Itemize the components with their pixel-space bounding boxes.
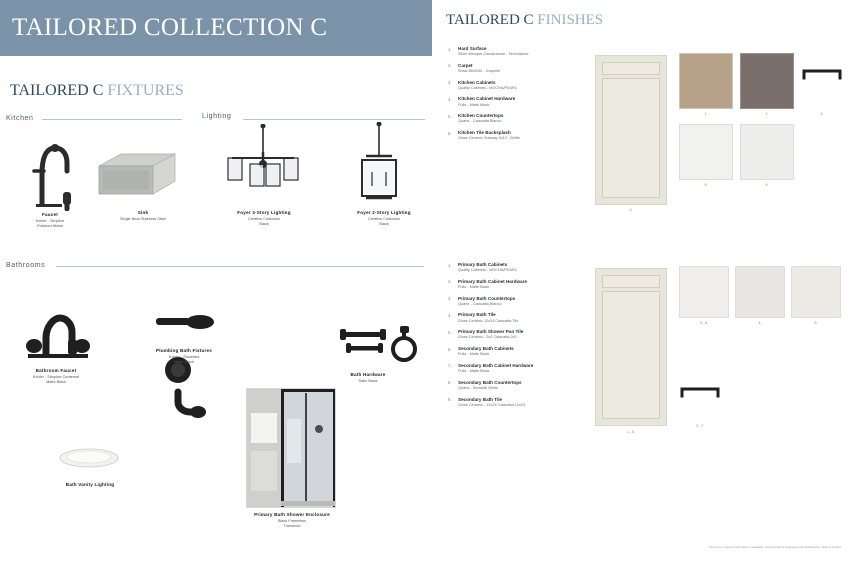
cabinet-pull-swatch [802,68,842,82]
finishes-heading-bold: TAILORED C [446,12,534,28]
finish-swatch-countertop [679,124,733,180]
legend-item: 6. Kitchen Tile Backsplash Gloss Ceramic Subway 3x12 - White [448,130,520,141]
fixture-caption-faucet: Faucet Kohler - Simplice Polished Nickel [8,212,92,230]
right-panel: TAILORED C FINISHES 1. Hard Surface Silver Whisper Caesarstone - Technistone 2. Carpet Shaw 8840/00 - Graphite 3. Kitchen Cabinets Quality Cabinets - MOCHA/PEARL 4. Kitchen Cabinet Hardware Pulls - Matte Black 5. Kitchen Countertops Quartz - Calacatta Bianco 6. Kitchen Tile Backsplash Gloss Ceramic Subway 3x12 - White 3. 1. 2. 4. 5. 6. 1. Primary Bath Cabinets Quality Cabinets - MOCHA/PEARL 2. Primary Bath Cabinet Hardware Pulls - Matte Black 3. Primary Bath Countertops Quartz - Calacatta Bianco 4. Primary Bath Tile Gloss Ceramic 12x24 Calacatta Tile 5. Primary Bath Shower Pan Tile Gloss Ceramic - 2x2 Calacatta 2x2 6. Secondary Bath Cabinets Pulls - Matte Black 7. Secondary Bath Cabinet Hardware Pulls - Matte Black 8. Secondary Bath Countertops Quartz - Snowfall White 9. Secondary Bath Tile Gloss Ceramic - 12x24 Calacatta 12x24 1., 6. 3., 8. 4. 5. 2., 7. *At a time or sample information unavailable, products will be analogous with similar/better value of product. [446,12,842,549]
divider-bathrooms [56,266,424,267]
fixtures-section-heading [10,82,184,100]
fixture-caption-bath-hardware: Bath Hardware Satin Black [350,372,386,383]
group-label-bathrooms: Bathrooms [6,262,46,269]
kitchen-cabinet-door-swatch [595,55,667,205]
fixture-desc-faucet: Kohler - Simplice [35,218,65,223]
legend-item: 4. Primary Bath Tile Gloss Ceramic 12x24 Calacatta Tile [448,312,519,323]
kitchen-sink-icon [95,150,179,202]
legend-item: 3. Kitchen Cabinets Quality Cabinets - MOCHA/PEARL [448,79,517,90]
legend-item: 5. Kitchen Countertops Quartz - Calacatta Bianco [448,113,504,124]
fixture-caption-sink: Sink Single Bowl Stainless Steel [119,210,166,221]
bath-cabinet-door-swatch [595,268,667,426]
legend-item: 3. Primary Bath Countertops Quartz - Calacatta Bianco [448,295,516,306]
legend-item: 8. Secondary Bath Countertops Quartz - Snowfall White [448,379,522,390]
lantern-pendant-icon [348,122,410,208]
legend-item: 1. Primary Bath Cabinets Quality Cabinets - MOCHA/PEARL [448,262,517,273]
fixture-caption-shower-enclosure: Primary Bath Shower Enclosure Black Frameless Threshold [254,512,330,529]
legend-item: 6. Secondary Bath Cabinets Pulls - Matte Black [448,346,514,357]
legend-item: 9. Secondary Bath Tile Gloss Ceramic - 12x24 Calacatta 12x24 [448,396,526,407]
bath-faucet-icon [22,300,94,362]
divider-lighting [243,119,425,120]
chandelier-icon [222,124,304,206]
legend-item: 1. Hard Surface Silver Whisper Caesarstone - Technistone [448,46,529,57]
footnote: *At a time or sample information unavailable, products will be analogous with similar/better value of product. [708,545,842,549]
kitchen-faucet-icon [22,135,76,211]
group-label-lighting: Lighting [202,113,232,120]
fixture-caption-foyer2: Foyer 2-Story Lighting Creative Collection Black [357,210,411,227]
legend-item: 2. Carpet Shaw 8840/00 - Graphite [448,62,501,73]
finish-swatch-bath-countertop [679,266,729,318]
fixture-caption-bath-faucet: Bathroom Faucet Kohler - Simplice Centerset Matte Black [32,368,80,385]
bath-door-caption: 1., 6. [627,430,635,434]
title-band [0,0,432,56]
fixture-caption-foyer3: Foyer 3-Story Lighting Creative Collection Black [237,210,291,227]
fixtures-heading-light: FIXTURES [107,82,184,99]
finish-swatch-shower-pan-tile [791,266,841,318]
bath-cabinet-pull-swatch [680,386,720,400]
finish-swatch-hard-surface [679,53,733,109]
fixtures-heading-bold: TAILORED C [10,82,104,99]
group-label-kitchen: Kitchen [6,115,34,122]
legend-item: 2. Primary Bath Cabinet Hardware Pulls - Matte Black [448,278,527,289]
legend-item: 4. Kitchen Cabinet Hardware Pulls - Matte Black [448,96,516,107]
towel-bar-ring-icon [336,322,420,366]
vanity-light-icon [58,444,120,470]
finish-swatch-bath-tile [735,266,785,318]
finish-swatch-backsplash [740,124,794,180]
fixture-caption-vanity-light: Bath Vanity Lighting [65,482,115,487]
finishes-heading-light: FINISHES [537,12,604,28]
shower-enclosure-image [246,388,336,508]
finishes-section-heading [446,12,603,29]
page-title: TAILORED COLLECTION C [12,14,328,41]
legend-item: 7. Secondary Bath Cabinet Hardware Pulls - Matte Black [448,362,534,374]
legend-item: 5. Primary Bath Shower Pan Tile Gloss Ceramic - 2x2 Calacatta 2x2 [448,329,524,340]
finish-swatch-carpet [740,53,794,109]
kitchen-finishes-legend [448,46,598,147]
fixture-caption-plumbing: Plumbing Bath Fixtures Kohler - Showhea Matte Black [156,348,212,365]
divider-kitchen [42,119,182,120]
bath-finishes-legend [448,262,598,413]
kitchen-door-caption: 3. [629,208,633,212]
